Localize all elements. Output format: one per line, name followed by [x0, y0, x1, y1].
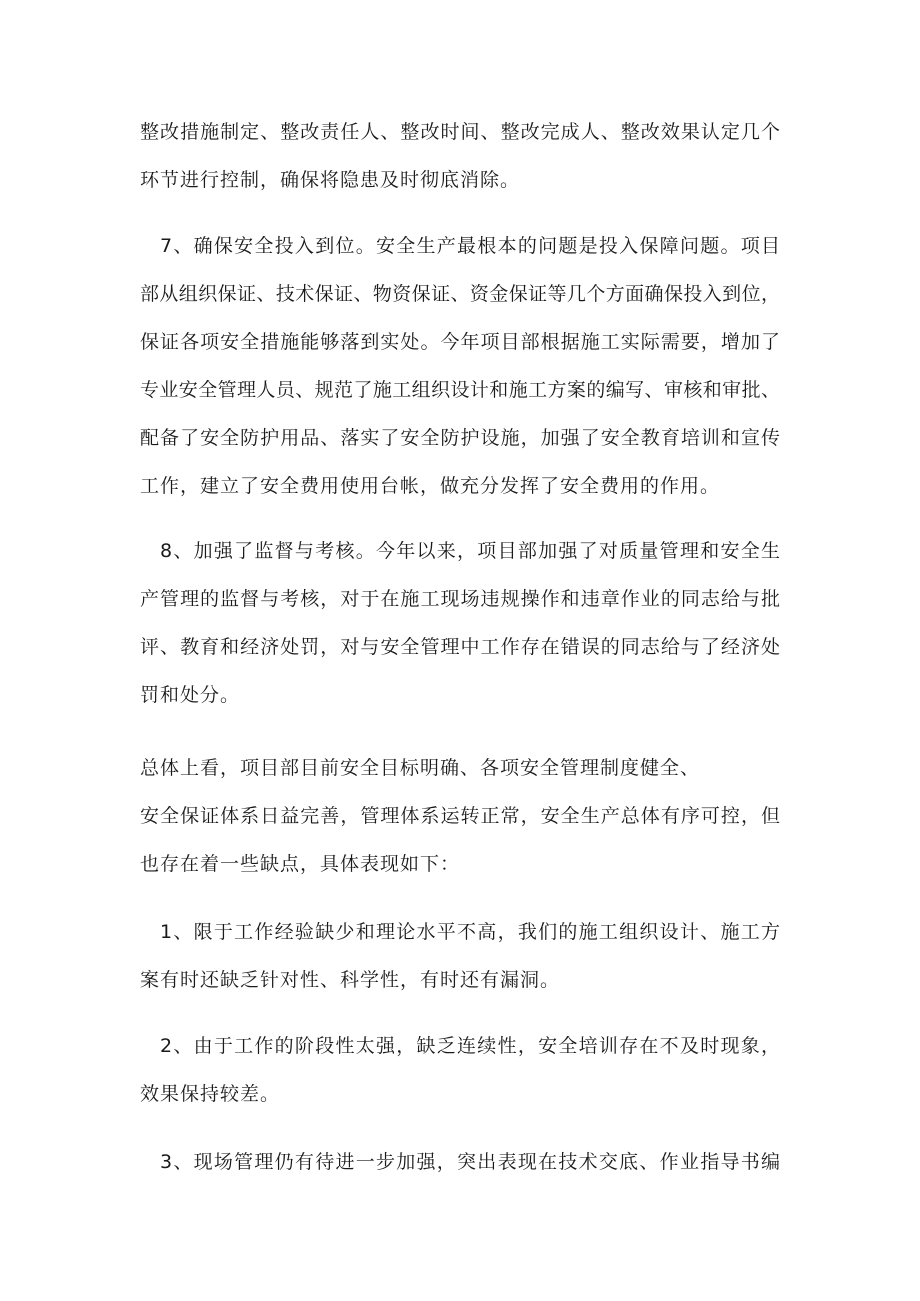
text-line: 案有时还缺乏针对性、科学性，有时还有漏洞。 [140, 969, 561, 991]
text-line: 环节进行控制，确保将隐患及时彻底消除。 [140, 169, 521, 191]
text-line: 整改措施制定、整改责任人、整改时间、整改完成人、整改效果认定几个 [140, 121, 780, 143]
text-line: 3、现场管理仍有待进一步加强，突出表现在技术交底、作业指导书编 [160, 1151, 780, 1173]
text-line: 罚和处分。 [140, 684, 241, 706]
text-line: 7、确保安全投入到位。安全生产最根本的问题是投入保障问题。项目 [160, 235, 780, 257]
text-line: 部从组织保证、技术保证、物资保证、资金保证等几个方面确保投入到位， [140, 283, 780, 305]
text-line: 2、由于工作的阶段性太强，缺乏连续性，安全培训存在不及时现象， [160, 1035, 780, 1057]
text-line: 8、加强了监督与考核。今年以来，项目部加强了对质量管理和安全生 [160, 540, 780, 562]
text-line: 安全保证体系日益完善，管理体系运转正常，安全生产总体有序可控，但 [140, 805, 780, 827]
text-line: 配备了安全防护用品、落实了安全防护设施，加强了安全教育培训和宣传 [140, 427, 780, 449]
text-line: 总体上看，项目部目前安全目标明确、各项安全管理制度健全、 [140, 757, 701, 779]
text-line: 产管理的监督与考核，对于在施工现场违规操作和违章作业的同志给与批 [140, 588, 780, 610]
text-line: 工作，建立了安全费用使用台帐，做充分发挥了安全费用的作用。 [140, 475, 721, 497]
text-line: 1、限于工作经验缺少和理论水平不高，我们的施工组织设计、施工方 [160, 921, 780, 943]
text-line: 评、教育和经济处罚，对与安全管理中工作存在错误的同志给与了经济处 [140, 636, 780, 658]
text-line: 保证各项安全措施能够落到实处。今年项目部根据施工实际需要，增加了 [140, 331, 780, 353]
text-line: 也存在着一些缺点，具体表现如下： [140, 853, 461, 875]
text-line: 效果保持较差。 [140, 1083, 281, 1105]
text-line: 专业安全管理人员、规范了施工组织设计和施工方案的编写、审核和审批、 [140, 379, 780, 401]
